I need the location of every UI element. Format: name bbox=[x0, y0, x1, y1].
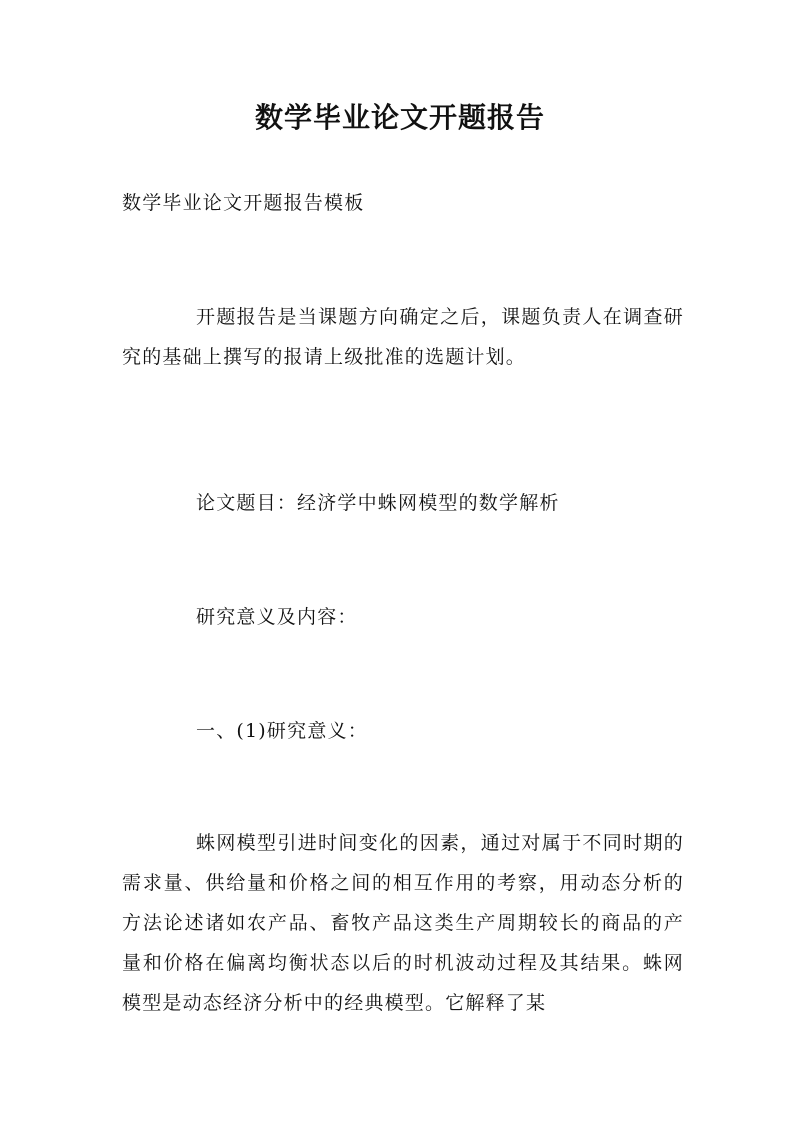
document-title: 数学毕业论文开题报告 bbox=[254, 101, 545, 134]
intro-paragraph: 开题报告是当课题方向确定之后，课题负责人在调查研究的基础上撰写的报请上级批准的选题计划。 bbox=[122, 306, 684, 368]
document-subtitle: 数学毕业论文开题报告模板 bbox=[122, 192, 365, 214]
section-heading-1: 一、(1)研究意义： bbox=[196, 720, 368, 742]
body-paragraph-1: 蛛网模型引进时间变化的因素，通过对属于不同时期的需求量、供给量和价格之间的相互作用的考察，用动态分析的方法论述诸如农产品、畜牧产品这类生产周期较长的商品的产量和价格在偏离均衡状态以后的时机波动过程及其结果。蛛网模型是动态经济分析中的经典模型。它解释了某 bbox=[122, 832, 684, 1014]
thesis-topic: 论文题目：经济学中蛛网模型的数学解析 bbox=[196, 492, 560, 514]
research-heading: 研究意义及内容： bbox=[196, 606, 358, 628]
